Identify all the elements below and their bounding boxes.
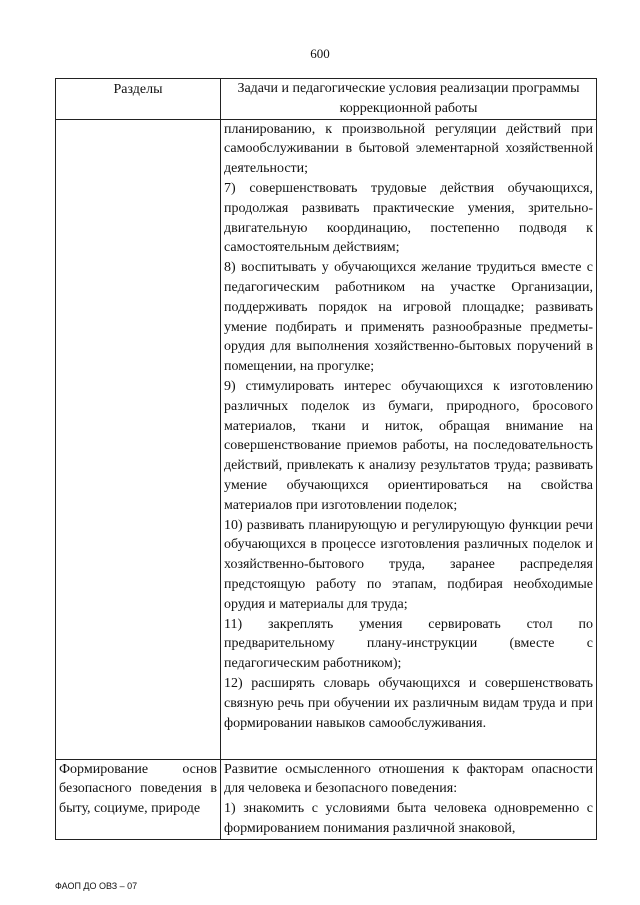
task-paragraph: 9) стимулировать интерес обучающихся к изготовлению различных поделок из бумаги, природного, бросового материалов, ткани и ниток, обращая внимание на совершенствование приемов работы, на последовательность действий, привлекать к анализу результатов труда; развивать умение обучающихся ориентироваться на свойства материалов при изготовлении поделок; [224, 378, 593, 513]
table-row [56, 119, 597, 759]
row1-tasks [221, 119, 597, 759]
table-header-row [56, 79, 597, 120]
task-paragraph: Развитие осмысленного отношения к факторам опасности для человека и безопасного поведения: [224, 761, 593, 797]
task-paragraph: 1) знакомить с условиями быта человека одновременно с формированием понимания различной знаковой, [224, 801, 593, 836]
task-paragraph: 8) воспитывать у обучающихся желание трудиться вместе с педагогическим работником на участке Организации, поддерживать порядок на игровой площадке; развивать умение подбирать и применять разнообразные предметы-орудия для выполнения хозяйственно-бытовых поручений в помещении, на прогулке; [224, 260, 593, 375]
task-paragraph: 12) расширять словарь обучающихся и совершенствовать связную речь при обучении их различным видам труда и при формировании навыков самообслуживания. [224, 675, 593, 731]
document-footer: ФАОП ДО ОВЗ – 07 [55, 881, 138, 891]
header-tasks: Задачи и педагогические условия реализации программы коррекционной работы [221, 79, 597, 120]
row2-section: Формирование основ безопасного поведения в быту, социуме, природе [56, 759, 221, 839]
row2-tasks [221, 759, 597, 839]
task-paragraph: 10) развивать планирующую и регулирующую функции речи обучающихся в процессе изготовления различных поделок и хозяйственно-бытового труда, заранее распределяя предстоящую работу по этапам, подбирая необходимые орудия и материалы для труда; [224, 517, 593, 612]
table-row [56, 759, 597, 839]
task-paragraph: 11) закреплять умения сервировать стол по предварительному плану-инструкции (вместе с педагогическим работником); [224, 616, 593, 672]
task-paragraph: планированию, к произвольной регуляции действий при самообслуживании в бытовой элементарной хозяйственной деятельности; [224, 121, 593, 177]
content-table [55, 78, 597, 840]
page-number: 600 [310, 46, 330, 61]
row1-section [56, 119, 221, 759]
header-sections: Разделы [56, 79, 221, 120]
task-paragraph: 7) совершенствовать трудовые действия обучающихся, продолжая развивать практические умения, зрительно-двигательную координацию, постепенно подводя к самостоятельным действиям; [224, 180, 593, 256]
